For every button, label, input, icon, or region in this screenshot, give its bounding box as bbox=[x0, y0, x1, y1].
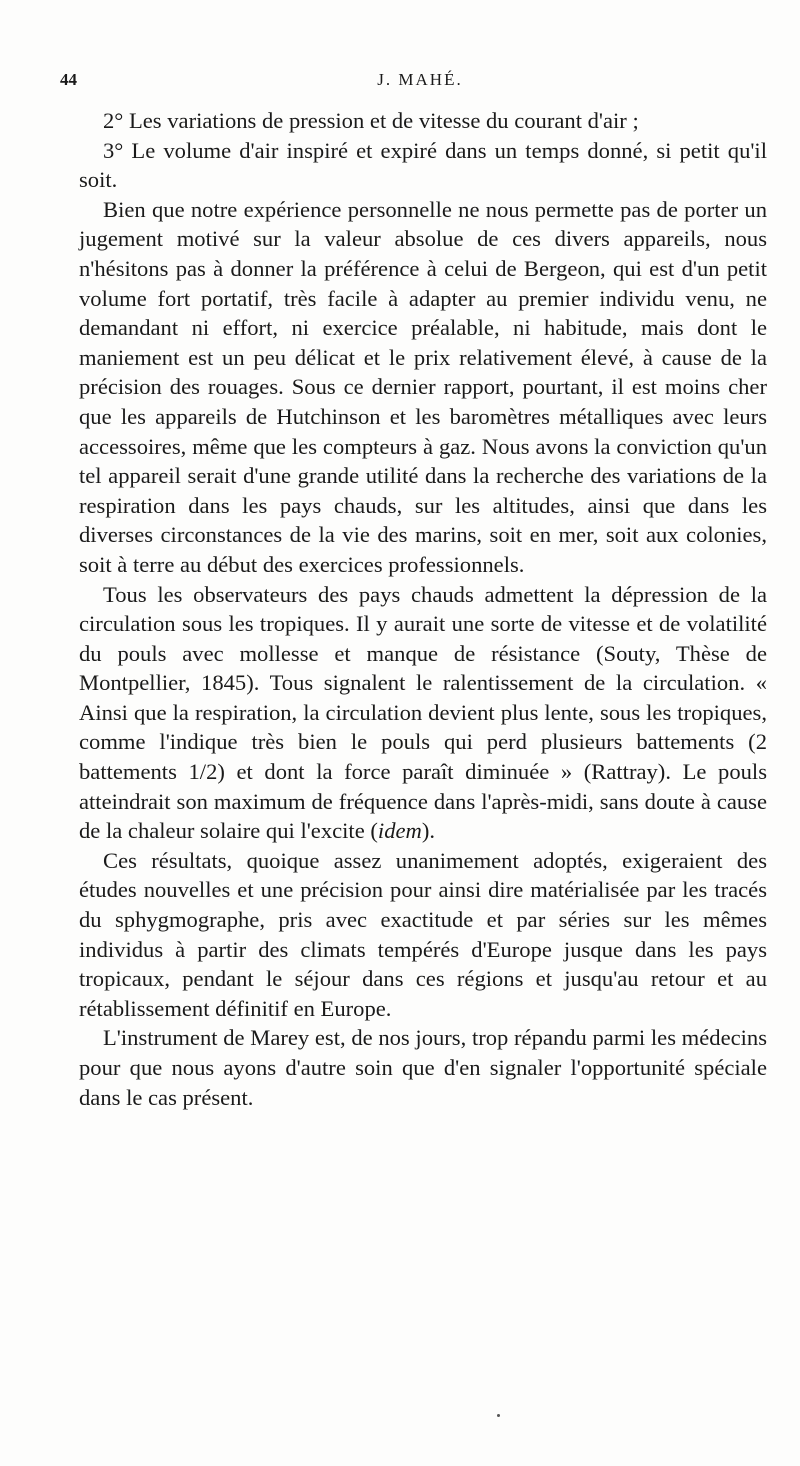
paragraph-item-3: 3° Le volume d'air inspiré et expiré dans un temps donné, si petit qu'il soit. bbox=[79, 137, 767, 193]
paragraph-circulation bbox=[79, 580, 767, 846]
paragraph-item-2: 2° Les variations de pression et de vitesse du courant d'air ; bbox=[103, 108, 639, 133]
body-text bbox=[79, 106, 767, 1112]
page-header bbox=[60, 70, 780, 100]
page-number: 44 bbox=[60, 70, 77, 89]
paragraph-sphygmographe: Ces résultats, quoique assez unanimement adoptés, exigeraient des études nouvelles et une précision pour ainsi dire matérialisée par les tracés du sphygmographe, pris avec exactitude et par séries sur les mêmes individus à partir des climats tempérés d'Europe jusque dans les pays tropicaux, pendant le séjour dans ces régions et jusqu'au retour et au rétablissement définitif en Europe. bbox=[79, 847, 767, 1021]
running-head: J. MAHÉ. bbox=[377, 70, 463, 89]
paragraph-circulation-text: Tous les observateurs des pays chauds admettent la dépression de la circulation sous les tropiques. Il y aurait une sorte de vitesse et de volatilité du pouls avec mollesse et manque de résistance (Souty, Thèse de Montpellier, 1845). Tous signalent le ralentissement de la circulation. « Ainsi que la respiration, la circulation devient plus lente, sous les tropiques, comme l'indique très bien le pouls qui perd plusieurs battements (2 battements 1/2) et dont la force paraît diminuée » (Rattray). Le pouls atteindrait son maximum de fréquence dans l'après-midi, sans doute à cause de la chaleur solaire qui l'excite bbox=[79, 581, 767, 844]
print-speck bbox=[497, 1414, 500, 1417]
citation-idem: (idem). bbox=[370, 818, 436, 844]
paragraph-marey: L'instrument de Marey est, de nos jours, trop répandu parmi les médecins pour que nous ayons d'autre soin que d'en signaler l'opportunité spéciale dans le cas présent. bbox=[79, 1025, 767, 1110]
paragraph-bergeon: Bien que notre expérience personnelle ne nous permette pas de porter un jugement motivé sur la valeur absolue de ces divers appareils, nous n'hésitons pas à donner la préférence à celui de Bergeon, qui est d'un petit volume fort portatif, très facile à adapter au premier individu venu, ne demandant ni effort, ni exercice préalable, ni habitude, mais dont le maniement est un peu délicat et le prix relativement élevé, à cause de la précision des rouages. Sous ce dernier rapport, pourtant, il est moins cher que les appareils de Hutchinson et les baromètres métalliques avec leurs accessoires, même que les compteurs à gaz. Nous avons la conviction qu'un tel appareil serait d'une grande utilité dans la recherche des variations de la respiration dans les pays chauds, sur les altitudes, ainsi que dans les diverses circonstances de la vie des marins, soit en mer, soit aux colonies, soit à terre au début des exercices professionnels. bbox=[79, 196, 767, 577]
